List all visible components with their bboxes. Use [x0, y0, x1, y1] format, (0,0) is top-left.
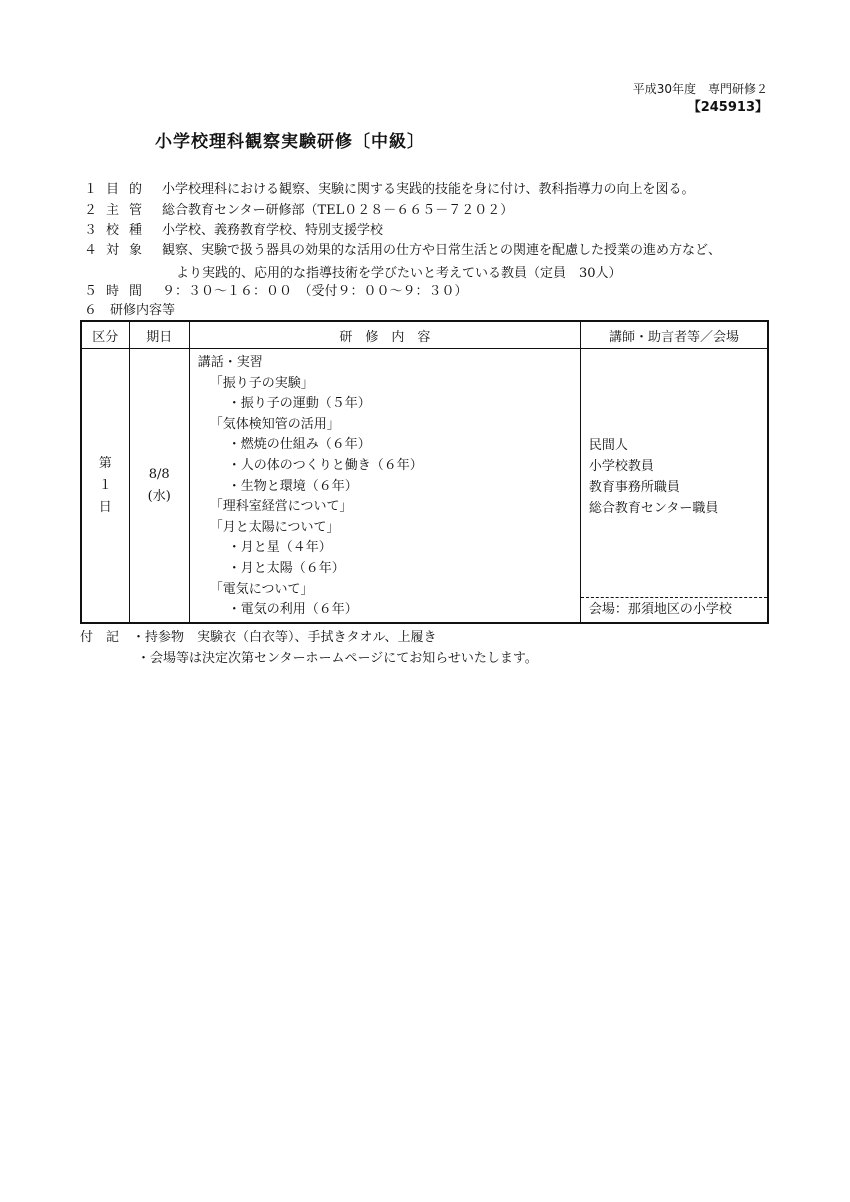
lecturer-list — [589, 435, 718, 519]
content-item: 「電気について」 — [209, 581, 314, 597]
lecturer-item: 総合教育センター職員 — [588, 501, 719, 516]
item-organizer — [84, 201, 513, 221]
item-text: 小学校理科における観察、実験に関する実践的技能を身に付け、教科指導力の向上を図る。 — [162, 182, 695, 197]
lecturer-item: 小学校教員 — [588, 459, 654, 474]
content-item: 「気体検知管の活用」 — [209, 416, 340, 432]
day-label — [82, 453, 129, 519]
item-contents-heading: ６ 研修内容等 — [84, 303, 176, 318]
item-label: 時間 — [106, 284, 153, 299]
item-number: ３ — [84, 223, 98, 238]
table-header-row — [81, 321, 768, 349]
content-item: ・燃焼の仕組み（６年） — [227, 437, 371, 453]
item-text: ９：３０～１６：００ （受付９：００～９：３０） — [162, 284, 468, 299]
content-cell — [189, 349, 580, 624]
content-item: 「月と太陽について」 — [209, 519, 340, 535]
item-label: 対象 — [106, 243, 153, 258]
content-item: 「振り子の実験」 — [209, 375, 314, 391]
weekday-value: (水) — [147, 488, 171, 504]
item-text: 小学校、義務教育学校、特別支援学校 — [162, 223, 384, 238]
day-label-char: 日 — [98, 499, 112, 515]
item-target-continued: より実践的、応用的な指導技術を学びたいと考えている教員（定員 30人） — [176, 266, 622, 281]
venue-label: 会場：那須地区の小学校 — [581, 597, 767, 622]
item-label: 主管 — [106, 203, 153, 218]
page-title: 小学校理科観察実験研修〔中級〕 — [155, 132, 425, 152]
content-list — [198, 353, 580, 621]
table-row — [81, 349, 768, 624]
date-value: 8/8 — [148, 466, 170, 482]
item-number: ４ — [84, 243, 98, 258]
day-cell — [81, 349, 129, 624]
content-item: 「理科室経営について」 — [209, 499, 353, 515]
day-label-char: １ — [98, 477, 112, 493]
header-kubun: 区分 — [81, 321, 129, 349]
item-label: 校種 — [106, 223, 153, 238]
content-item: ・振り子の運動（５年） — [227, 396, 371, 412]
note-line-2: ・会場等は決定次第センターホームページにてお知らせいたします。 — [137, 651, 538, 666]
content-item: 講話・実習 — [197, 355, 263, 370]
item-label: 目的 — [106, 182, 153, 197]
item-number: ２ — [84, 203, 98, 218]
year-course-label: 平成30年度 専門研修２ — [632, 82, 768, 96]
item-time — [84, 282, 468, 302]
header-lecturer: 講師・助言者等／会場 — [580, 321, 768, 349]
lecturer-cell — [580, 349, 768, 624]
item-school-type — [84, 221, 383, 241]
lecturer-item: 教育事務所職員 — [588, 480, 680, 495]
content-item: ・電気の利用（６年） — [227, 602, 358, 618]
lecturer-item: 民間人 — [588, 438, 628, 453]
header-date: 期日 — [129, 321, 189, 349]
item-target — [84, 241, 721, 261]
course-code: 【245913】 — [687, 100, 768, 115]
training-schedule-table — [80, 320, 769, 624]
day-label-char: 第 — [98, 455, 112, 471]
item-number: １ — [84, 182, 98, 197]
header-content: 研 修 内 容 — [189, 321, 580, 349]
content-item: ・月と太陽（６年） — [227, 560, 345, 576]
item-number: ５ — [84, 284, 98, 299]
content-item: ・人の体のつくりと働き（６年） — [227, 457, 423, 473]
item-text: 総合教育センター研修部（TEL０２８－６６５－７２０２） — [162, 203, 514, 218]
item-text: 観察、実験で扱う器具の効果的な活用の仕方や日常生活との関連を配慮した授業の進め方など、 — [162, 243, 722, 258]
date-cell — [129, 349, 189, 624]
item-purpose — [84, 180, 694, 200]
content-item: ・月と星（４年） — [227, 540, 332, 556]
content-item: ・生物と環境（６年） — [227, 478, 358, 494]
note-line-1: 付 記 ・持参物 実験衣（白衣等）、手拭きタオル、上履き — [80, 630, 437, 645]
